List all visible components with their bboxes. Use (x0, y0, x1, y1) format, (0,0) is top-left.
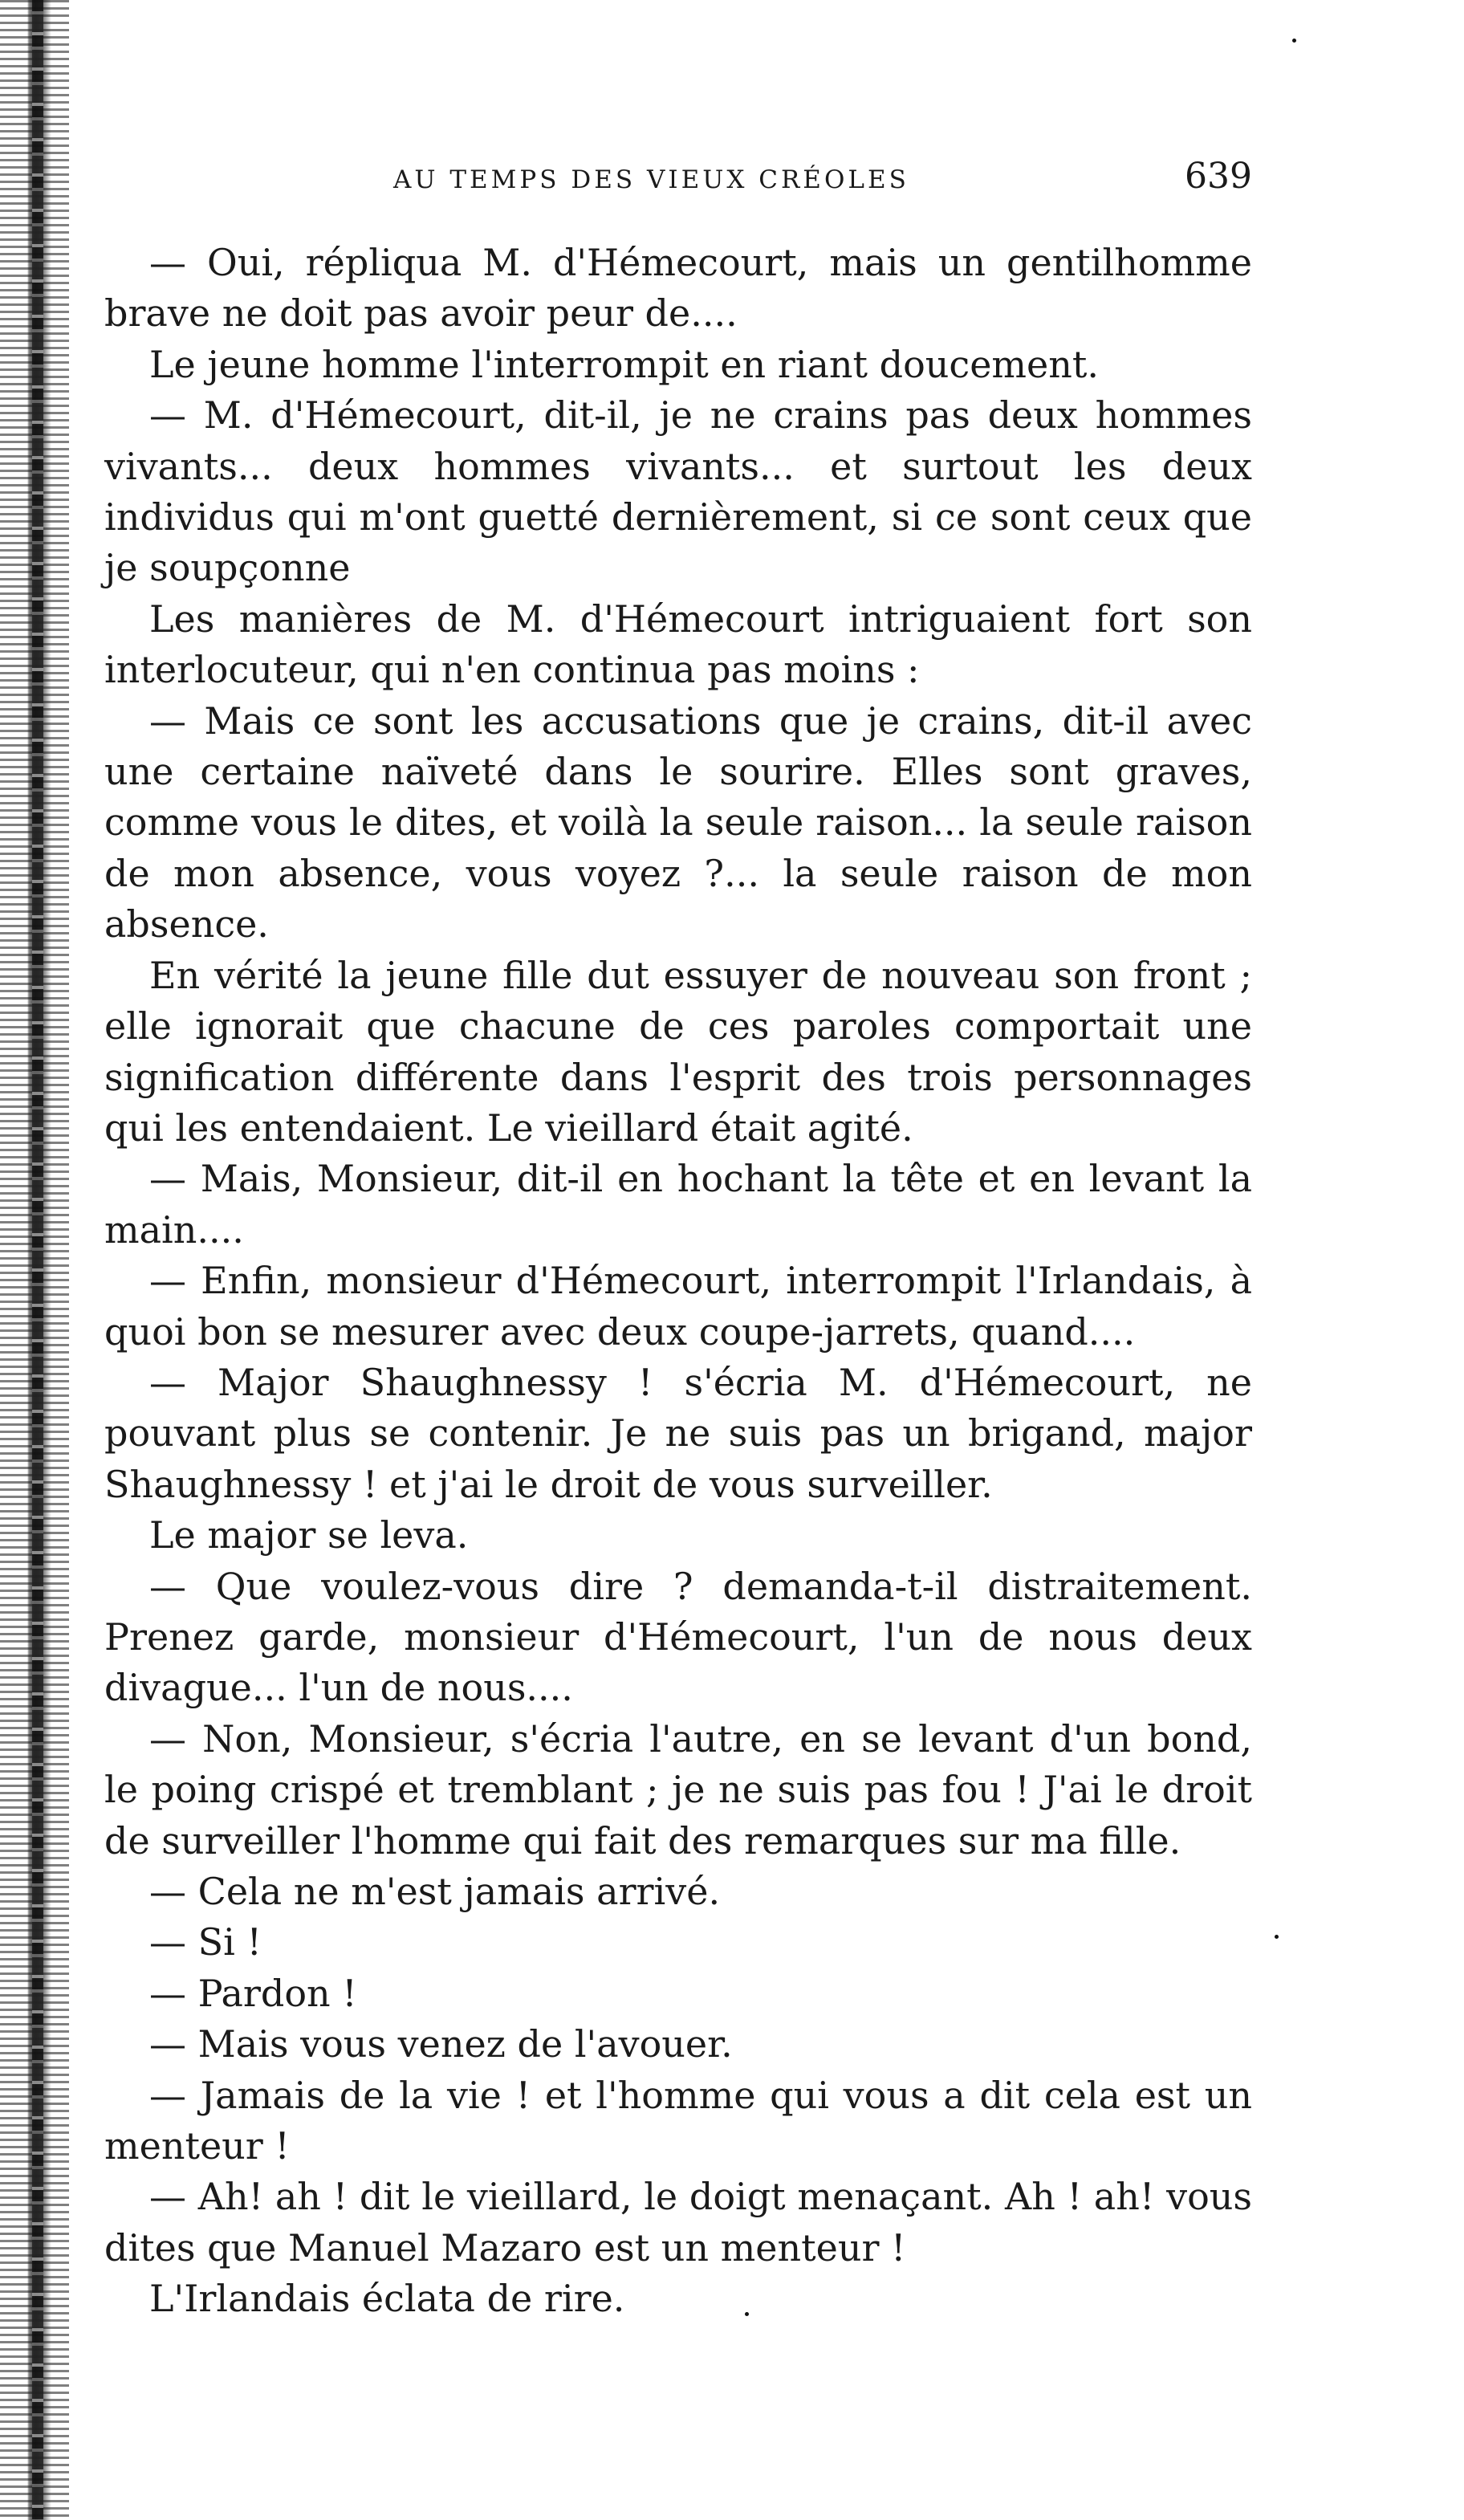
paragraph: — Cela ne m'est jamais arrivé. (149, 1870, 721, 1913)
paragraph: Le major se leva. (149, 1513, 469, 1557)
page-binding-shadow (32, 0, 43, 2520)
paragraph: — Pardon ! (149, 1971, 357, 2015)
paragraph: — Major Shaughnessy ! s'écria M. d'Hémecourt, ne pouvant plus se contenir. Je ne suis pas un brigand, major Shaughnessy ! et j'ai le droit de vous surveiller. (104, 1360, 1252, 1506)
paragraph: — Enfin, monsieur d'Hémecourt, interrompit l'Irlandais, à quoi bon se mesurer avec deux coupe-jarrets, quand.... (104, 1259, 1252, 1354)
paragraph: — Si ! (149, 1920, 262, 1964)
page-number: 639 (1185, 156, 1252, 197)
scan-speck (1292, 39, 1296, 43)
paragraph: Le jeune homme l'interrompit en riant doucement. (149, 342, 1099, 386)
book-page (104, 145, 1252, 2325)
paragraph: L'Irlandais éclata de rire. (149, 2277, 625, 2321)
paragraph: — Jamais de la vie ! et l'homme qui vous a dit cela est un menteur ! (104, 2073, 1252, 2168)
scan-speck (1275, 1935, 1279, 1939)
paragraph: — Que voulez-vous dire ? demanda-t-il distraitement. Prenez garde, monsieur d'Hémecourt, l'un de nous deux divague... l'un de nous.... (104, 1564, 1252, 1710)
paragraph: — Non, Monsieur, s'écria l'autre, en se levant d'un bond, le poing crispé et tremblant ; je ne suis pas fou ! J'ai le droit de surveiller l'homme qui fait des remarques sur ma fille. (104, 1716, 1252, 1863)
paragraph: — M. d'Hémecourt, dit-il, je ne crains pas deux hommes vivants... deux hommes vivants... et surtout les deux individus qui m'ont guetté dernièrement, si ce sont ceux que je soupçonne (104, 393, 1252, 590)
running-head: AU TEMPS DES VIEUX CRÉOLES (393, 165, 909, 194)
paragraph: — Mais vous venez de l'avouer. (149, 2022, 733, 2066)
paragraph: En vérité la jeune fille dut essuyer de nouveau son front ; elle ignorait que chacune de ces paroles comportait une signification différente dans l'esprit des trois personnages qui les entendaient. Le vieillard était agité. (104, 953, 1252, 1150)
paragraph: — Mais, Monsieur, dit-il en hochant la tête et en levant la main.... (104, 1157, 1252, 1252)
body-text (104, 238, 1252, 2325)
paragraph: Les manières de M. d'Hémecourt intriguaient fort son interlocuteur, qui n'en continua pas moins : (104, 596, 1252, 692)
paragraph: — Mais ce sont les accusations que je crains, dit-il avec une certaine naïveté dans le sourire. Elles sont graves, comme vous le dites, et voilà la seule raison... la seule raison de mon absence, vous voyez ?... la seule raison de mon absence. (104, 698, 1252, 947)
page-header (104, 145, 1252, 207)
paragraph: — Oui, répliqua M. d'Hémecourt, mais un gentilhomme brave ne doit pas avoir peur de.... (104, 241, 1252, 336)
paragraph: — Ah! ah ! dit le vieillard, le doigt menaçant. Ah ! ah! vous dites que Manuel Mazaro est un menteur ! (104, 2175, 1252, 2270)
